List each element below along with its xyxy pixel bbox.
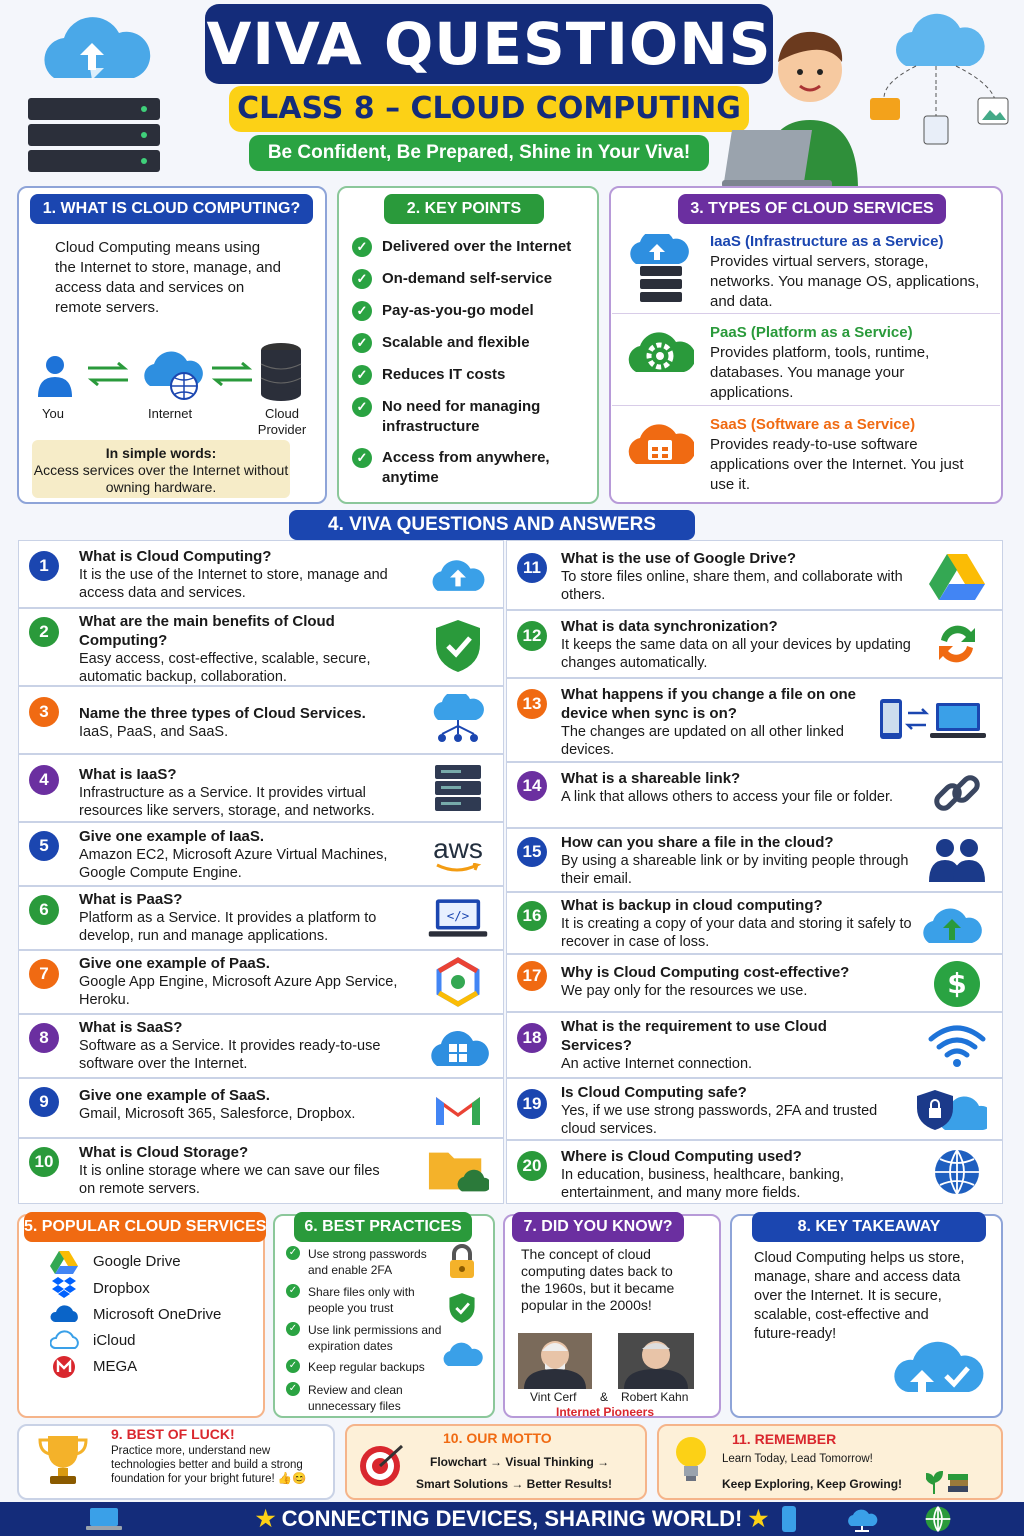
server-icon: [427, 763, 489, 813]
practice-item: ✓ Review and clean unnecessary files: [286, 1382, 446, 1414]
robert-kahn-name: Robert Kahn: [621, 1390, 689, 1404]
cloud-network-icon: [845, 1506, 879, 1536]
key-point: ✓ No need for managing infrastructure: [352, 397, 552, 437]
phone-icon: [781, 1505, 797, 1536]
practice-item: ✓ Use strong passwords and enable 2FA: [286, 1246, 446, 1278]
key-point: ✓ Delivered over the Internet: [352, 237, 571, 257]
google-drive-icon: [50, 1250, 78, 1279]
plant-books-icon: [926, 1470, 970, 1499]
tagline: Be Confident, Be Prepared, Shine in Your Viva!: [249, 135, 709, 171]
icloud-icon: [50, 1330, 80, 1355]
question-row: 6 What is PaaS? Platform as a Service. It provides a platform to develop, run and manage applications. </>: [18, 886, 504, 950]
question-row: 18 What is the requirement to use Cloud Services? An active Internet connection.: [506, 1012, 1003, 1078]
svg-text:$: $: [947, 967, 967, 1000]
code-laptop-icon: [427, 893, 489, 943]
footer-text: CONNECTING DEVICES, SHARING WORLD!: [281, 1506, 743, 1531]
lightbulb-icon: [672, 1434, 710, 1491]
key-point: ✓ Reduces IT costs: [352, 365, 505, 385]
cloud-icon: [440, 1340, 484, 1373]
divider: [612, 405, 1000, 406]
page-title: VIVA QUESTIONS: [205, 4, 773, 84]
service-dropbox: Dropbox: [93, 1280, 150, 1297]
google-cloud-hexagon-icon: [427, 957, 489, 1007]
question-row: 1 What is Cloud Computing? It is the use of the Internet to store, manage and access data and services.: [18, 540, 504, 608]
fact-text: The concept of cloud computing dates back to the 1960s, but it became popular in the 2000s!: [521, 1246, 675, 1313]
page-subtitle: CLASS 8 – CLOUD COMPUTING: [229, 86, 749, 132]
simple-text: Access services over the Internet without owning hardware.: [33, 462, 289, 495]
section-title: 1. WHAT IS CLOUD COMPUTING?: [30, 194, 313, 224]
onedrive-icon: [50, 1304, 80, 1329]
practice-item: ✓ Use link permissions and expiration dates: [286, 1322, 446, 1354]
best-luck-title: 9. BEST OF LUCK!: [111, 1426, 235, 1442]
shield-check-icon: [448, 1292, 476, 1329]
secure-cloud-icon: [914, 1085, 988, 1135]
service-mega: MEGA: [93, 1358, 138, 1375]
paas-description: PaaS (Platform as a Service) Provides platform, tools, runtime, databases. You manage your applications.: [710, 324, 930, 401]
question-row: 19 Is Cloud Computing safe? Yes, if we use strong passwords, 2FA and trusted cloud services.: [506, 1078, 1003, 1140]
motto-title: 10. OUR MOTTO: [443, 1430, 552, 1446]
label-provider: Cloud Provider: [257, 406, 307, 437]
trophy-icon: [36, 1432, 90, 1493]
label-internet: Internet: [148, 406, 193, 421]
question-row: 5 Give one example of IaaS. Amazon EC2, Microsoft Azure Virtual Machines, Google Compute Engine. aws: [18, 822, 504, 886]
section-title: 6. BEST PRACTICES: [294, 1212, 472, 1242]
cloud-network-icon: [427, 695, 489, 745]
section-title: 5. POPULAR CLOUD SERVICES: [24, 1212, 266, 1242]
link-icon: [926, 769, 988, 819]
label-you: You: [42, 406, 64, 421]
service-onedrive: Microsoft OneDrive: [93, 1306, 222, 1323]
internet-cloud-icon: [138, 346, 204, 407]
motto-line2: Smart Solutions → Better Results!: [416, 1477, 613, 1491]
key-point: ✓ Scalable and flexible: [352, 333, 530, 353]
question-row: 7 Give one example of PaaS. Google App Engine, Microsoft Azure App Service, Heroku.: [18, 950, 504, 1014]
remember-title: 11. REMEMBER: [732, 1431, 837, 1447]
sync-icon: [926, 619, 988, 669]
google-drive-icon: [926, 551, 988, 601]
key-point: ✓ Pay-as-you-go model: [352, 301, 534, 321]
padlock-icon: [448, 1244, 476, 1285]
globe-icon: [924, 1505, 952, 1536]
devices-sync-icon: [878, 695, 988, 745]
gmail-icon: [427, 1084, 489, 1134]
mega-icon: [52, 1355, 76, 1384]
database-icon: [260, 342, 302, 407]
section-title: 4. VIVA QUESTIONS AND ANSWERS: [289, 510, 695, 540]
question-row: 8 What is SaaS? Software as a Service. It provides ready-to-use software over the Internet.: [18, 1014, 504, 1078]
arrows-icon: [210, 362, 254, 391]
section-title: 3. TYPES OF CLOUD SERVICES: [678, 194, 946, 224]
definition-text: Cloud Computing means using the Internet to store, manage, and access data and services on remote servers.: [55, 239, 281, 316]
simple-title: In simple words:: [105, 445, 217, 461]
question-row: 20 Where is Cloud Computing used? In education, business, healthcare, banking, entertainment, and many more fields.: [506, 1140, 1003, 1204]
question-row: 4 What is IaaS? Infrastructure as a Service. It provides virtual resources like servers, storage, and networks.: [18, 754, 504, 822]
motto-line1: Flowchart → Visual Thinking →: [430, 1455, 610, 1469]
vint-cerf-photo: [518, 1333, 592, 1394]
section-title: 8. KEY TAKEAWAY: [752, 1212, 986, 1242]
arrows-icon: [86, 362, 130, 391]
svg-text:</>: </>: [446, 907, 470, 923]
question-row: 11 What is the use of Google Drive? To store files online, share them, and collaborate with others.: [506, 540, 1003, 610]
key-point: ✓ Access from anywhere, anytime: [352, 448, 552, 488]
saas-description: SaaS (Software as a Service) Provides ready-to-use software applications over the Internet. You just use it.: [710, 416, 964, 493]
takeaway-text: Cloud Computing helps us store, manage, share and access data over the Internet. It is secure, scalable, cost-effective and future-ready!: [754, 1250, 965, 1342]
remember-line1: Learn Today, Lead Tomorrow!: [722, 1453, 873, 1465]
cloud-upload-icon: [427, 549, 489, 599]
question-row: 15 How can you share a file in the cloud? By using a shareable link or by inviting people through their email.: [506, 828, 1003, 892]
service-icloud: iCloud: [93, 1332, 136, 1349]
question-row: 16 What is backup in cloud computing? It is creating a copy of your data and storing it safely to recover in case of loss.: [506, 892, 1003, 954]
aws-logo-icon: aws: [427, 829, 489, 879]
cloud-backup-icon: [916, 899, 988, 949]
student-laptop-illustration: [722, 20, 872, 190]
key-point: ✓ On-demand self-service: [352, 269, 552, 289]
ampersand: &: [600, 1390, 609, 1404]
cloud-network-icon: [866, 6, 1016, 146]
question-row: 14 What is a shareable link? A link that allows others to access your file or folder.: [506, 762, 1003, 828]
vint-cerf-name: Vint Cerf: [530, 1390, 577, 1404]
robert-kahn-photo: [618, 1333, 694, 1394]
question-row: 3 Name the three types of Cloud Services. IaaS, PaaS, and SaaS.: [18, 686, 504, 754]
shield-check-icon: [427, 621, 489, 671]
user-icon: [38, 355, 72, 402]
dropbox-icon: [51, 1276, 77, 1305]
star-icon: ★: [748, 1506, 769, 1531]
question-row: 12 What is data synchronization? It keeps the same data on all your devices by updating changes automatically.: [506, 610, 1003, 678]
saas-app-cloud-icon: [624, 414, 694, 479]
wifi-icon: [926, 1021, 988, 1071]
iaas-description: IaaS (Infrastructure as a Service) Provides virtual servers, storage, networks. You manage OS, applications, and data.: [710, 233, 980, 310]
paas-gear-cloud-icon: [624, 322, 694, 387]
question-row: 2 What are the main benefits of Cloud Computing? Easy access, cost-effective, scalable, secure, automatic backup, collaboration.: [18, 608, 504, 686]
laptop-icon: [84, 1506, 124, 1536]
service-google-drive: Google Drive: [93, 1253, 181, 1270]
globe-icon: [926, 1147, 988, 1197]
practice-item: ✓ Share files only with people you trust: [286, 1284, 446, 1316]
pioneers-caption: Internet Pioneers: [556, 1405, 655, 1419]
question-row: 13 What happens if you change a file on one device when sync is on? The changes are updated on all other linked devices.: [506, 678, 1003, 762]
question-row: 10 What is Cloud Storage? It is online storage where we can save our files on remote servers.: [18, 1138, 504, 1204]
cloud-apps-icon: [427, 1021, 489, 1071]
best-luck-text: Practice more, understand new technologies better and build a strong foundation for your bright future! 👍😊: [111, 1445, 307, 1485]
target-icon: [356, 1440, 406, 1495]
simple-words-box: [32, 440, 290, 498]
section-title: 7. DID YOU KNOW?: [512, 1212, 684, 1242]
question-row: 17 Why is Cloud Computing cost-effective? We pay only for the resources we use. $: [506, 954, 1003, 1012]
dollar-icon: [926, 959, 988, 1009]
cloud-upload-check-icon: [890, 1326, 990, 1403]
section-title: 2. KEY POINTS: [384, 194, 544, 224]
divider: [612, 313, 1000, 314]
cloud-folder-icon: [427, 1145, 489, 1195]
practice-item: ✓ Keep regular backups: [286, 1359, 446, 1375]
remember-line2: Keep Exploring, Keep Growing!: [722, 1477, 903, 1491]
header-cloud-server-illustration: [24, 8, 164, 178]
star-icon: ★: [255, 1506, 276, 1531]
people-icon: [926, 835, 988, 885]
iaas-server-cloud-icon: [624, 234, 694, 309]
question-row: 9 Give one example of SaaS. Gmail, Microsoft 365, Salesforce, Dropbox.: [18, 1078, 504, 1138]
